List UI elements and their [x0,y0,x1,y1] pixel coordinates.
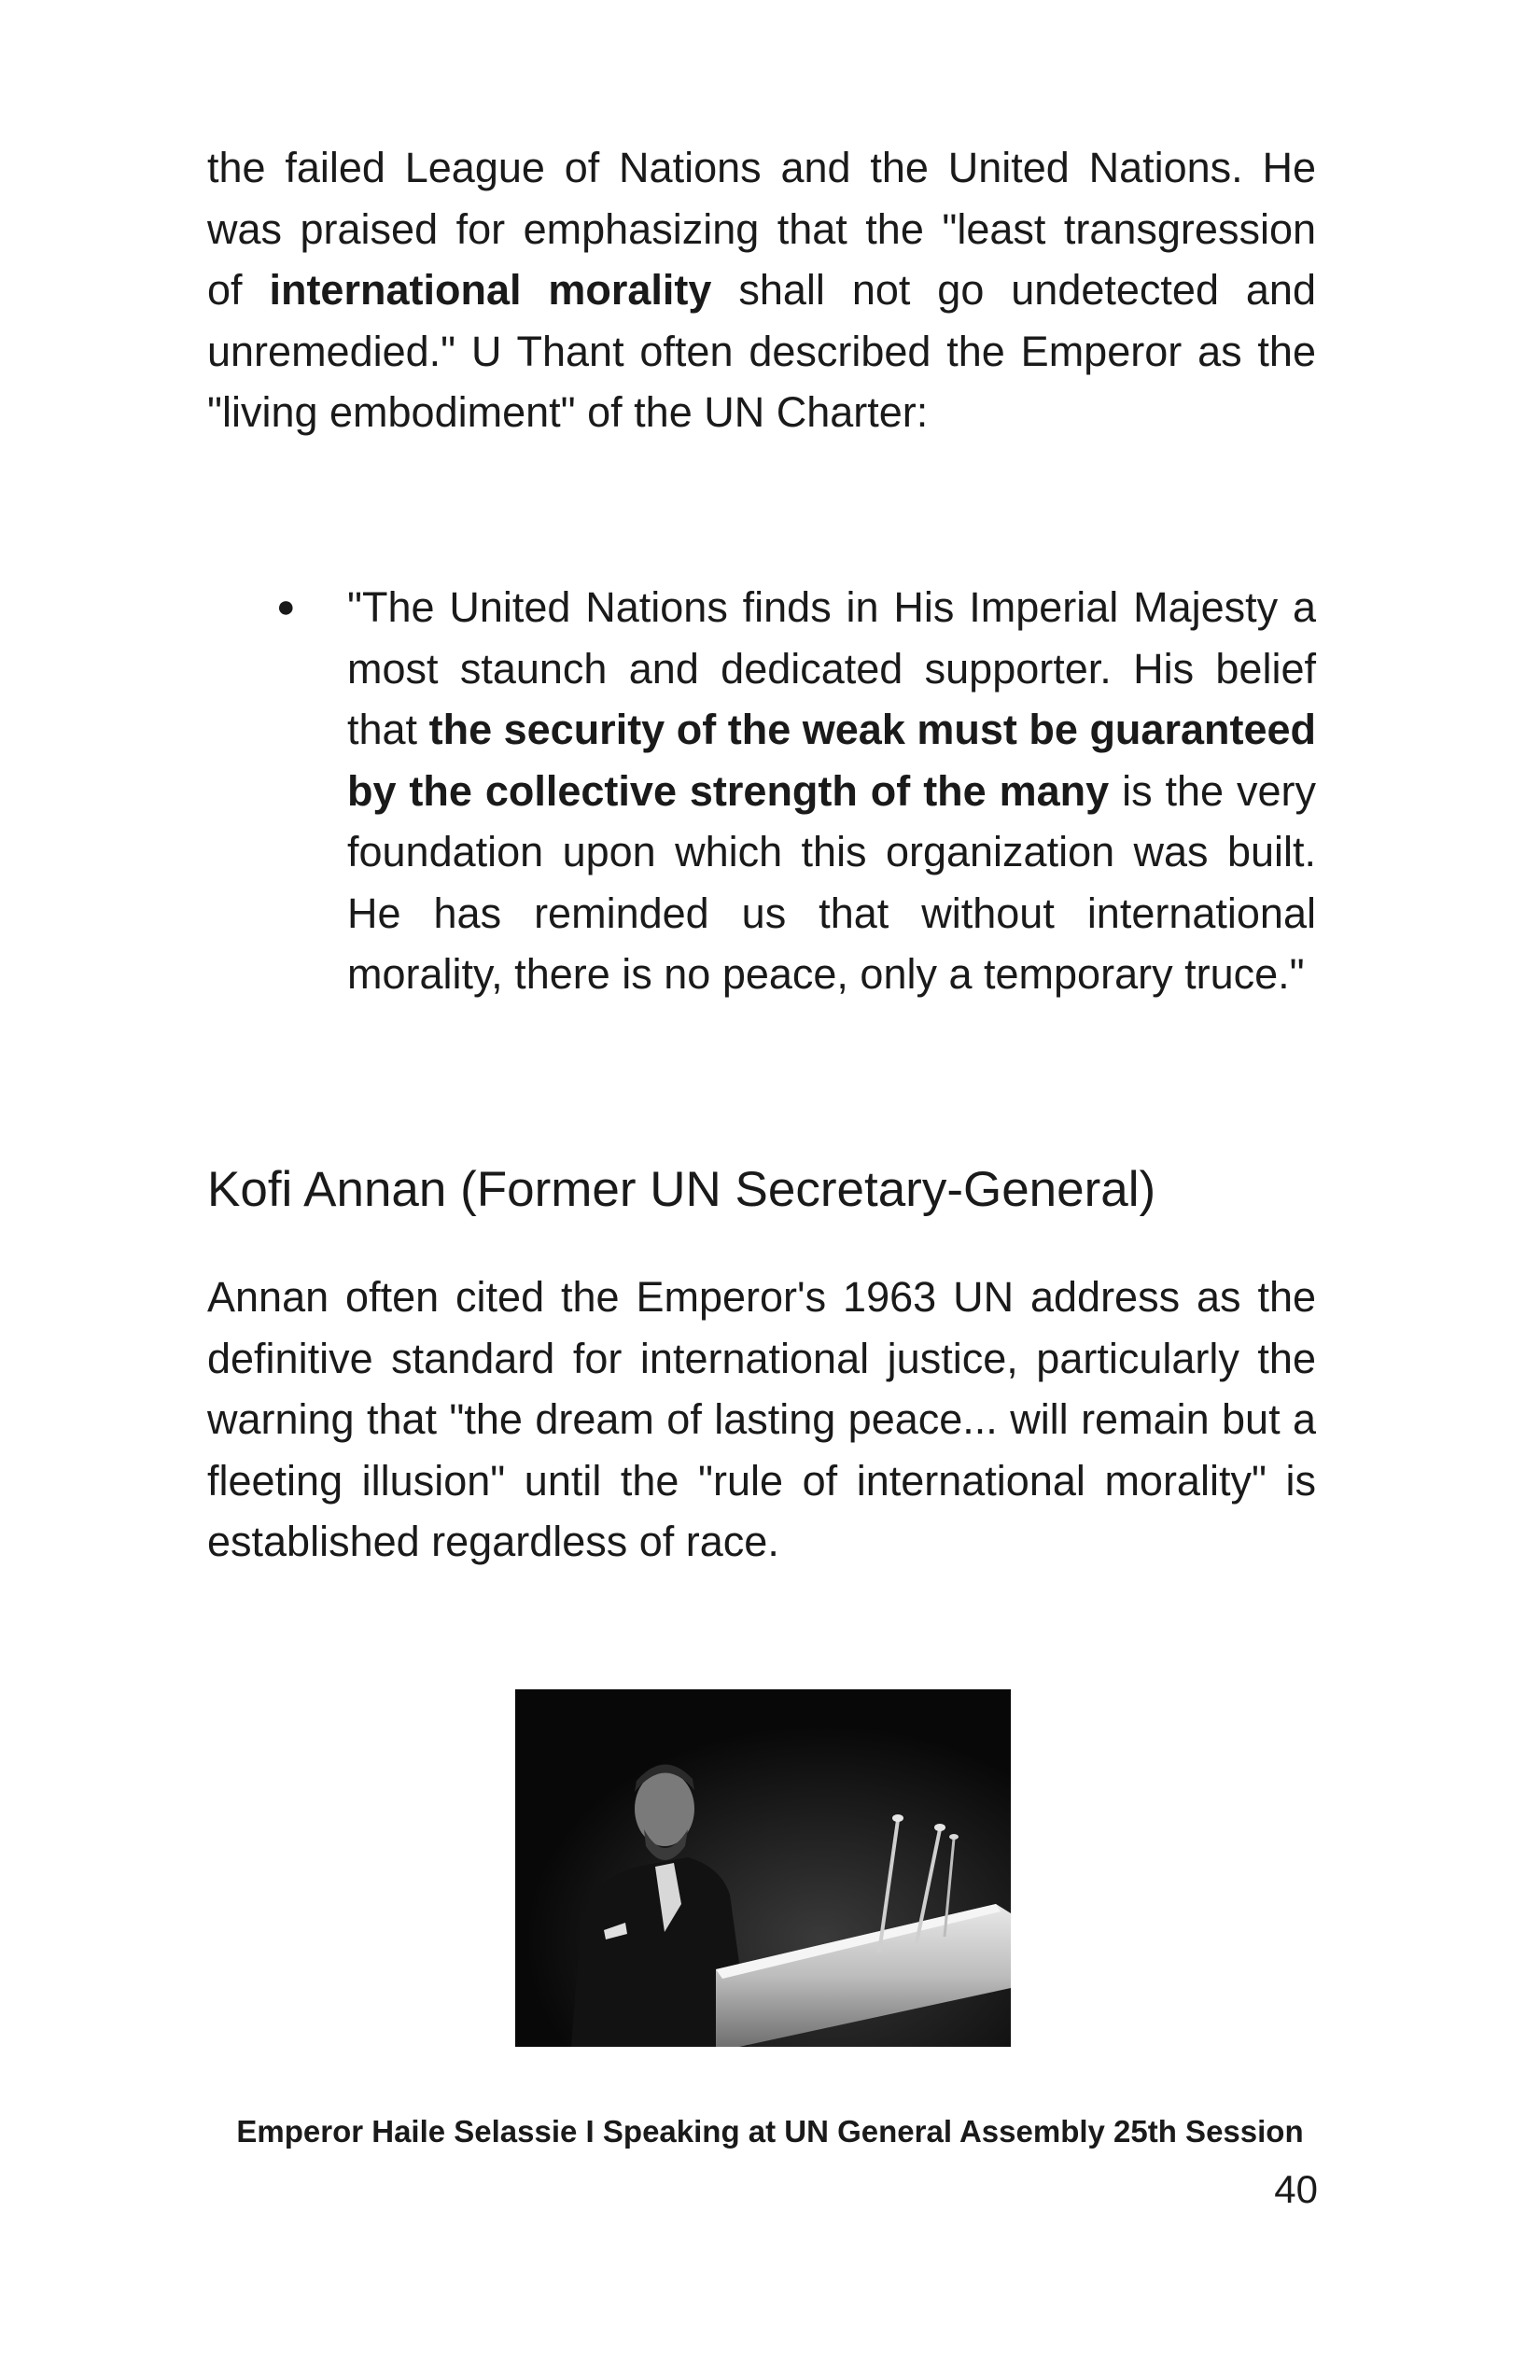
bullet-icon: ● [276,589,296,624]
emperor-photo [515,1689,1011,2047]
quote-bold-phrase: the security of the weak must be guaranteed by the collective strength of the many [347,706,1316,815]
intro-text-2: shall not go undetected and unremedied." U Thant often described the Emperor as the "living embodiment" of the UN Charter: [207,266,1316,436]
section-heading: Kofi Annan (Former UN Secretary-General) [207,1162,1156,1217]
page-number: 40 [1274,2167,1318,2211]
quote-text-2: is the very foundation upon which this organization was built. He has reminded us that without international morality, there is no peace, only a temporary truce." [347,766,1316,998]
intro-paragraph [207,137,1316,443]
quote-text-1: "The United Nations finds in His Imperial Majesty a most staunch and dedicated supporter. His belief that [347,583,1316,753]
photo-illustration [515,1689,1011,2047]
annan-paragraph: Annan often cited the Emperor's 1963 UN address as the definitive standard for international justice, particularly the warning that "the dream of lasting peace... will remain but a fleeting illusion" until the "rule of international morality" is established regardless of race. [207,1273,1316,1565]
photo-caption: Emperor Haile Selassie I Speaking at UN General Assembly 25th Session [236,2114,1304,2149]
quote-list-item [347,577,1316,1005]
intro-text-1: the failed League of Nations and the United Nations. He was praised for emphasizing that the "least transgression of [207,144,1316,314]
intro-bold-phrase: international morality [269,266,712,314]
